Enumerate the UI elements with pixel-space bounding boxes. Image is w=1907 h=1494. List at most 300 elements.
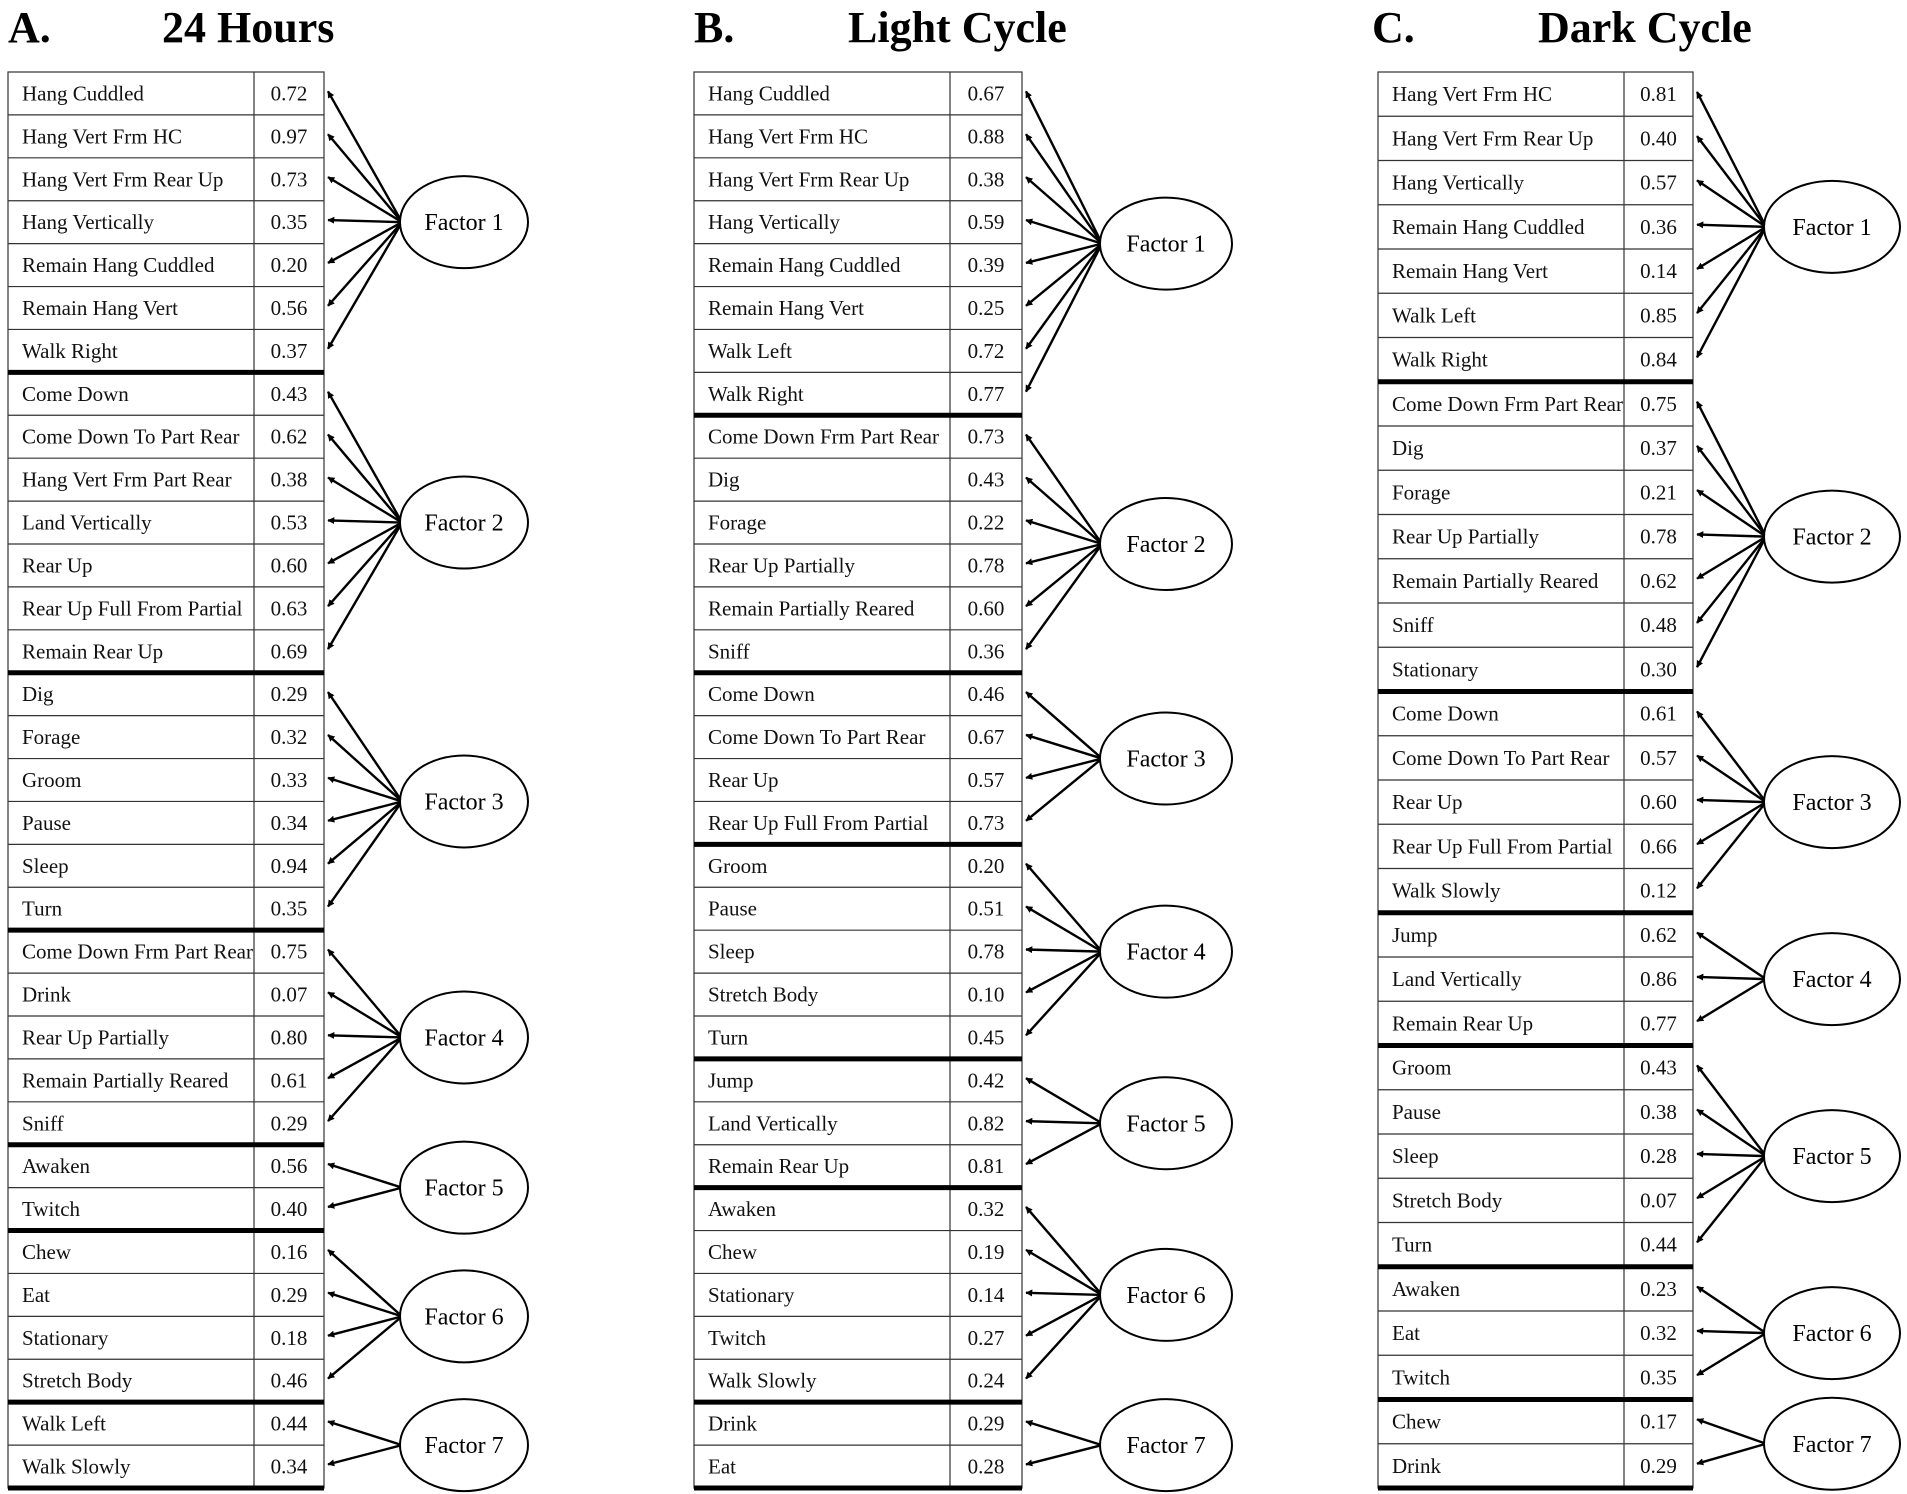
- loading-value: 0.60: [967, 596, 1005, 621]
- factor-group: [694, 425, 1232, 673]
- loading-value: 0.44: [1640, 1232, 1677, 1257]
- behavior-label: Hang Vertically: [708, 210, 840, 235]
- loading-value: 0.84: [1640, 347, 1677, 372]
- loading-value: 0.24: [967, 1368, 1005, 1393]
- behavior-label: Dig: [708, 467, 740, 492]
- factor-label: Factor 7: [424, 1433, 504, 1460]
- panel-b-header: [694, 3, 1067, 52]
- loading-value: 0.48: [1640, 613, 1677, 638]
- loading-arrow: [1026, 220, 1102, 244]
- loading-value: 0.14: [967, 1282, 1005, 1307]
- loading-arrow: [1697, 537, 1766, 668]
- loading-value: 0.22: [967, 510, 1005, 535]
- loading-value: 0.21: [1640, 480, 1677, 505]
- loading-arrow: [1697, 802, 1766, 888]
- factor-label: Factor 5: [1126, 1111, 1206, 1138]
- behavior-label: Stationary: [22, 1325, 109, 1350]
- factor-label: Factor 4: [1792, 967, 1872, 994]
- loading-value: 0.16: [270, 1240, 308, 1264]
- behavior-label: Turn: [22, 896, 63, 921]
- loading-arrow: [1697, 92, 1766, 227]
- loading-value: 0.78: [967, 939, 1005, 964]
- loading-arrow: [328, 435, 402, 523]
- loading-value: 0.37: [270, 338, 308, 363]
- loading-value: 0.56: [270, 1154, 308, 1179]
- factor-label: Factor 4: [424, 1025, 504, 1052]
- loading-value: 0.81: [1640, 82, 1677, 107]
- behavior-label: Eat: [708, 1454, 736, 1479]
- loading-arrow: [328, 1037, 402, 1121]
- loading-value: 0.73: [967, 424, 1005, 449]
- loading-arrow: [1697, 800, 1766, 802]
- loading-arrow: [1697, 1156, 1766, 1198]
- loading-value: 0.59: [967, 210, 1005, 235]
- loading-value: 0.63: [270, 596, 308, 621]
- loading-value: 0.77: [1640, 1011, 1677, 1036]
- panel-b-title: Light Cycle: [848, 3, 1067, 52]
- factor-label: Factor 7: [1126, 1433, 1206, 1460]
- loading-arrow: [328, 1421, 402, 1445]
- loading-value: 0.12: [1640, 878, 1677, 903]
- factor-group: [1378, 392, 1900, 692]
- loading-value: 0.25: [967, 296, 1005, 320]
- behavior-label: Walk Left: [22, 1411, 107, 1436]
- loading-arrow: [328, 1164, 402, 1188]
- behavior-label: Remain Hang Cuddled: [1392, 214, 1585, 239]
- loading-value: 0.86: [1640, 967, 1677, 992]
- factor-label: Factor 3: [1792, 790, 1872, 817]
- behavior-label: Rear Up Full From Partial: [22, 596, 243, 621]
- panel-b-letter: B.: [694, 3, 735, 52]
- loading-arrow: [1026, 1445, 1102, 1464]
- factor-group: [1378, 1398, 1900, 1490]
- loading-arrow: [1697, 756, 1766, 802]
- loading-value: 0.14: [1640, 259, 1677, 284]
- panel-a-table: [8, 72, 528, 1491]
- behavior-label: Come Down To Part Rear: [22, 424, 240, 449]
- loading-arrow: [1697, 534, 1766, 536]
- loading-arrow: [1026, 1078, 1102, 1123]
- loading-arrow: [328, 220, 402, 222]
- behavior-label: Rear Up Full From Partial: [708, 810, 929, 835]
- loading-arrow: [1026, 1295, 1102, 1336]
- loading-arrow: [1697, 1333, 1766, 1375]
- behavior-label: Dig: [1392, 436, 1424, 461]
- factor-label: Factor 7: [1792, 1431, 1872, 1458]
- loading-value: 0.10: [967, 982, 1005, 1007]
- loading-value: 0.35: [270, 210, 308, 235]
- factor-label: Factor 5: [1792, 1144, 1872, 1171]
- behavior-label: Come Down: [708, 682, 815, 707]
- behavior-label: Remain Hang Cuddled: [22, 253, 215, 278]
- behavior-label: Remain Rear Up: [22, 639, 164, 664]
- loading-value: 0.40: [270, 1197, 308, 1222]
- behavior-label: Walk Right: [22, 338, 118, 363]
- loading-value: 0.46: [270, 1368, 308, 1393]
- loading-arrow: [1697, 446, 1766, 537]
- loading-value: 0.85: [1640, 303, 1677, 328]
- loading-value: 0.88: [967, 124, 1005, 149]
- loading-arrow: [1026, 952, 1102, 993]
- factor-group: [1378, 1277, 1900, 1400]
- loading-value: 0.40: [1640, 126, 1677, 151]
- loading-arrow: [1026, 735, 1102, 759]
- loading-value: 0.37: [1640, 436, 1677, 461]
- behavior-label: Remain Partially Reared: [22, 1068, 229, 1093]
- loading-arrow: [1026, 952, 1102, 1036]
- loading-arrow: [1026, 435, 1102, 544]
- loading-arrow: [1026, 1293, 1102, 1295]
- behavior-label: Awaken: [1392, 1276, 1461, 1301]
- loading-value: 0.29: [967, 1411, 1005, 1436]
- loading-value: 0.30: [1640, 657, 1677, 682]
- behavior-label: Jump: [708, 1068, 754, 1093]
- loading-value: 0.94: [270, 853, 308, 878]
- loading-value: 0.38: [967, 167, 1005, 192]
- loading-value: 0.97: [270, 124, 308, 149]
- loading-value: 0.43: [1640, 1055, 1677, 1080]
- loading-value: 0.07: [1640, 1188, 1677, 1213]
- loading-arrow: [1697, 802, 1766, 844]
- behavior-label: Groom: [1392, 1055, 1452, 1080]
- behavior-label: Hang Vert Frm Rear Up: [708, 167, 910, 192]
- behavior-label: Walk Right: [1392, 347, 1488, 372]
- loading-arrow: [1026, 864, 1102, 952]
- loading-value: 0.75: [1640, 391, 1677, 416]
- behavior-label: Stretch Body: [22, 1368, 133, 1393]
- factor-group: [694, 854, 1232, 1059]
- behavior-label: Sniff: [22, 1111, 64, 1136]
- behavior-label: Land Vertically: [1392, 967, 1522, 992]
- loading-arrow: [1697, 977, 1766, 979]
- loading-value: 0.35: [1640, 1365, 1677, 1390]
- loading-arrow: [328, 692, 402, 801]
- panel-c-title: Dark Cycle: [1538, 3, 1752, 52]
- factor-label: Factor 6: [424, 1304, 504, 1331]
- factor-label: Factor 1: [424, 210, 504, 237]
- factor-group: [1378, 82, 1900, 382]
- loading-arrow: [1697, 1287, 1766, 1333]
- loading-arrow: [1026, 1250, 1102, 1295]
- behavior-label: Remain Partially Reared: [1392, 568, 1599, 593]
- behavior-label: Walk Slowly: [708, 1368, 817, 1393]
- behavior-label: Rear Up: [1392, 790, 1463, 815]
- factor-group: [694, 1197, 1232, 1402]
- factor-group: [8, 940, 528, 1145]
- loading-arrow: [328, 1445, 402, 1464]
- behavior-label: Awaken: [708, 1197, 777, 1222]
- behavior-label: Hang Vert Frm Rear Up: [22, 167, 224, 192]
- loading-value: 0.28: [967, 1454, 1005, 1479]
- factor-label: Factor 1: [1126, 231, 1206, 258]
- behavior-label: Remain Hang Vert: [708, 296, 864, 320]
- loading-value: 0.75: [270, 939, 308, 964]
- loading-value: 0.38: [1640, 1099, 1677, 1124]
- behavior-label: Remain Hang Cuddled: [708, 253, 901, 278]
- factor-label: Factor 6: [1126, 1282, 1206, 1309]
- loading-arrow: [1697, 537, 1766, 623]
- loading-value: 0.66: [1640, 834, 1677, 859]
- factor-label: Factor 2: [424, 510, 504, 537]
- behavior-label: Walk Left: [1392, 303, 1477, 328]
- loading-value: 0.56: [270, 296, 308, 320]
- behavior-label: Rear Up Full From Partial: [1392, 834, 1613, 859]
- factor-group: [1378, 1056, 1900, 1267]
- loading-arrow: [1697, 1419, 1766, 1443]
- loading-value: 0.73: [270, 167, 308, 192]
- loading-value: 0.45: [967, 1025, 1005, 1050]
- loading-arrow: [1697, 979, 1766, 1021]
- loading-value: 0.43: [270, 381, 308, 406]
- loading-value: 0.20: [967, 853, 1005, 878]
- loading-value: 0.61: [1640, 701, 1677, 726]
- behavior-label: Groom: [22, 768, 82, 792]
- behavior-label: Drink: [708, 1411, 757, 1436]
- behavior-label: Sleep: [1392, 1144, 1439, 1169]
- panel-c-table: [1378, 72, 1900, 1490]
- loading-value: 0.82: [967, 1111, 1005, 1136]
- loading-value: 0.29: [270, 1111, 308, 1136]
- loading-value: 0.67: [967, 81, 1005, 106]
- behavior-label: Forage: [22, 725, 81, 750]
- factor-group: [8, 1240, 528, 1402]
- factor-label: Factor 4: [1126, 939, 1206, 966]
- behavior-label: Hang Vertically: [1392, 170, 1524, 195]
- loading-value: 0.57: [1640, 745, 1677, 770]
- loading-value: 0.20: [270, 253, 308, 278]
- loading-value: 0.69: [270, 639, 308, 664]
- loading-value: 0.62: [1640, 922, 1677, 947]
- behavior-label: Turn: [708, 1025, 749, 1050]
- factor-label: Factor 6: [1792, 1321, 1872, 1348]
- loading-arrow: [328, 477, 402, 522]
- behavior-label: Come Down To Part Rear: [1392, 745, 1610, 770]
- behavior-label: Stretch Body: [708, 982, 819, 1007]
- loading-arrow: [328, 222, 402, 306]
- loading-arrow: [1697, 1065, 1766, 1156]
- behavior-label: Groom: [708, 853, 768, 878]
- behavior-label: Hang Vertically: [22, 210, 154, 235]
- loading-value: 0.18: [270, 1325, 308, 1350]
- behavior-label: Pause: [708, 896, 757, 921]
- loading-arrow: [328, 177, 402, 222]
- factor-label: Factor 3: [424, 789, 504, 816]
- loading-value: 0.44: [270, 1411, 308, 1436]
- panel-a-header: [8, 3, 334, 52]
- behavior-label: Walk Slowly: [22, 1454, 131, 1479]
- loading-value: 0.80: [270, 1025, 308, 1050]
- loading-arrow: [1697, 711, 1766, 802]
- behavior-label: Hang Vert Frm HC: [1392, 82, 1553, 107]
- loading-value: 0.36: [967, 639, 1005, 664]
- loading-value: 0.73: [967, 810, 1005, 835]
- loading-value: 0.34: [270, 810, 308, 835]
- behavior-label: Sniff: [708, 639, 750, 664]
- loading-value: 0.62: [1640, 568, 1677, 593]
- behavior-label: Turn: [1392, 1232, 1433, 1257]
- loading-value: 0.42: [967, 1068, 1005, 1093]
- loading-value: 0.35: [270, 896, 308, 921]
- factor-group: [694, 81, 1232, 415]
- loading-value: 0.33: [270, 768, 308, 792]
- loading-value: 0.32: [967, 1197, 1005, 1222]
- loading-arrow: [1026, 520, 1102, 544]
- loading-arrow: [1697, 227, 1766, 313]
- behavior-label: Remain Rear Up: [708, 1154, 850, 1179]
- loading-value: 0.72: [270, 81, 308, 106]
- factor-label: Factor 3: [1126, 746, 1206, 773]
- behavior-label: Sniff: [1392, 613, 1434, 638]
- loading-arrow: [328, 392, 402, 523]
- loading-value: 0.46: [967, 682, 1005, 707]
- factor-group: [8, 1142, 528, 1234]
- loading-value: 0.28: [1640, 1144, 1677, 1169]
- behavior-label: Sleep: [22, 853, 69, 878]
- loading-value: 0.29: [270, 1282, 308, 1307]
- behavior-label: Pause: [1392, 1099, 1441, 1124]
- behavior-label: Walk Slowly: [1392, 878, 1501, 903]
- behavior-label: Come Down: [22, 381, 129, 406]
- behavior-label: Walk Left: [708, 338, 793, 363]
- behavior-label: Twitch: [708, 1325, 767, 1350]
- loading-arrow: [1697, 402, 1766, 537]
- behavior-label: Rear Up: [22, 553, 93, 578]
- loading-arrow: [1026, 1123, 1102, 1164]
- panel-c-letter: C.: [1372, 3, 1415, 52]
- loading-value: 0.19: [967, 1240, 1005, 1264]
- behavior-label: Come Down To Part Rear: [708, 725, 926, 750]
- loading-value: 0.32: [270, 725, 308, 750]
- loading-value: 0.61: [270, 1068, 308, 1093]
- loading-arrow: [328, 1250, 402, 1317]
- factor-label: Factor 5: [424, 1175, 504, 1202]
- loading-value: 0.72: [967, 338, 1005, 363]
- loading-arrow: [1697, 490, 1766, 536]
- factor-group: [1378, 702, 1900, 913]
- loading-value: 0.67: [967, 725, 1005, 750]
- loading-arrow: [328, 1035, 402, 1037]
- loading-value: 0.27: [967, 1325, 1005, 1350]
- loading-arrow: [1026, 1121, 1102, 1123]
- loading-value: 0.07: [270, 982, 308, 1007]
- factor-group: [694, 1399, 1232, 1491]
- behavior-label: Hang Cuddled: [708, 81, 830, 106]
- behavior-label: Hang Vert Frm Rear Up: [1392, 126, 1594, 151]
- loading-value: 0.43: [967, 467, 1005, 492]
- panel-a-title: 24 Hours: [162, 3, 335, 52]
- behavior-label: Land Vertically: [708, 1111, 838, 1136]
- loading-arrow: [1026, 91, 1102, 243]
- panel-c-header: [1372, 3, 1752, 52]
- behavior-label: Awaken: [22, 1154, 91, 1179]
- loading-arrow: [328, 523, 402, 650]
- behavior-label: Remain Rear Up: [1392, 1011, 1534, 1036]
- loading-value: 0.81: [967, 1154, 1005, 1179]
- behavior-label: Chew: [1392, 1409, 1441, 1434]
- loading-arrow: [328, 778, 402, 802]
- loading-arrow: [1697, 1156, 1766, 1242]
- loading-arrow: [328, 222, 402, 349]
- loading-value: 0.29: [1640, 1453, 1677, 1478]
- loading-arrow: [1697, 1444, 1766, 1464]
- behavior-label: Rear Up: [708, 768, 779, 792]
- behavior-label: Pause: [22, 810, 71, 835]
- behavior-label: Sleep: [708, 939, 755, 964]
- loading-value: 0.29: [270, 682, 308, 707]
- loading-arrow: [1026, 692, 1102, 759]
- behavior-label: Eat: [1392, 1321, 1420, 1346]
- loading-arrow: [328, 523, 402, 607]
- loading-arrow: [1026, 907, 1102, 952]
- loading-value: 0.23: [1640, 1276, 1677, 1301]
- loading-arrow: [1026, 1295, 1102, 1379]
- behavior-label: Hang Vert Frm HC: [22, 124, 183, 149]
- behavior-label: Jump: [1392, 922, 1438, 947]
- loading-arrow: [1697, 227, 1766, 358]
- behavior-label: Hang Vert Frm HC: [708, 124, 869, 149]
- behavior-label: Rear Up Partially: [22, 1025, 169, 1050]
- panel-b-table: [694, 72, 1232, 1491]
- behavior-label: Remain Hang Vert: [1392, 259, 1548, 284]
- behavior-label: Chew: [708, 1240, 757, 1264]
- loading-arrow: [1697, 1154, 1766, 1156]
- factor-group: [8, 682, 528, 930]
- behavior-label: Hang Cuddled: [22, 81, 144, 106]
- loading-value: 0.17: [1640, 1409, 1677, 1434]
- loading-arrow: [1697, 1110, 1766, 1156]
- loading-value: 0.57: [1640, 170, 1677, 195]
- behavior-label: Stretch Body: [1392, 1188, 1503, 1213]
- factor-group: [8, 382, 528, 673]
- behavior-label: Eat: [22, 1282, 50, 1307]
- loading-arrow: [328, 520, 402, 522]
- loading-arrow: [328, 1037, 402, 1078]
- loading-value: 0.60: [270, 553, 308, 578]
- loading-arrow: [1697, 225, 1766, 227]
- loading-arrow: [1697, 136, 1766, 227]
- loading-value: 0.51: [967, 896, 1005, 921]
- loading-value: 0.62: [270, 424, 308, 449]
- loading-arrow: [1026, 1421, 1102, 1445]
- factor-label: Factor 1: [1792, 214, 1872, 241]
- loading-value: 0.57: [967, 768, 1005, 792]
- loading-arrow: [328, 91, 402, 222]
- behavior-label: Walk Right: [708, 381, 804, 406]
- loading-arrow: [328, 992, 402, 1037]
- factor-group: [8, 81, 528, 372]
- loading-arrow: [1026, 1207, 1102, 1295]
- behavior-label: Twitch: [22, 1197, 81, 1222]
- loading-value: 0.78: [967, 553, 1005, 578]
- behavior-label: Forage: [1392, 480, 1451, 505]
- behavior-label: Come Down: [1392, 701, 1499, 726]
- behavior-label: Hang Vert Frm Part Rear: [22, 467, 232, 492]
- factor-group: [694, 1068, 1232, 1187]
- behavior-label: Come Down Frm Part Rear: [1392, 391, 1623, 416]
- loading-arrow: [1026, 134, 1102, 243]
- loading-value: 0.32: [1640, 1321, 1677, 1346]
- loading-arrow: [328, 949, 402, 1037]
- loading-arrow: [328, 134, 402, 222]
- loading-value: 0.34: [270, 1454, 308, 1479]
- behavior-label: Come Down Frm Part Rear: [22, 939, 253, 964]
- behavior-label: Drink: [1392, 1453, 1441, 1478]
- behavior-label: Remain Partially Reared: [708, 596, 915, 621]
- loading-arrow: [1697, 180, 1766, 226]
- behavior-label: Land Vertically: [22, 510, 152, 535]
- panel-a-letter: A.: [8, 3, 51, 52]
- loading-arrow: [1697, 1331, 1766, 1333]
